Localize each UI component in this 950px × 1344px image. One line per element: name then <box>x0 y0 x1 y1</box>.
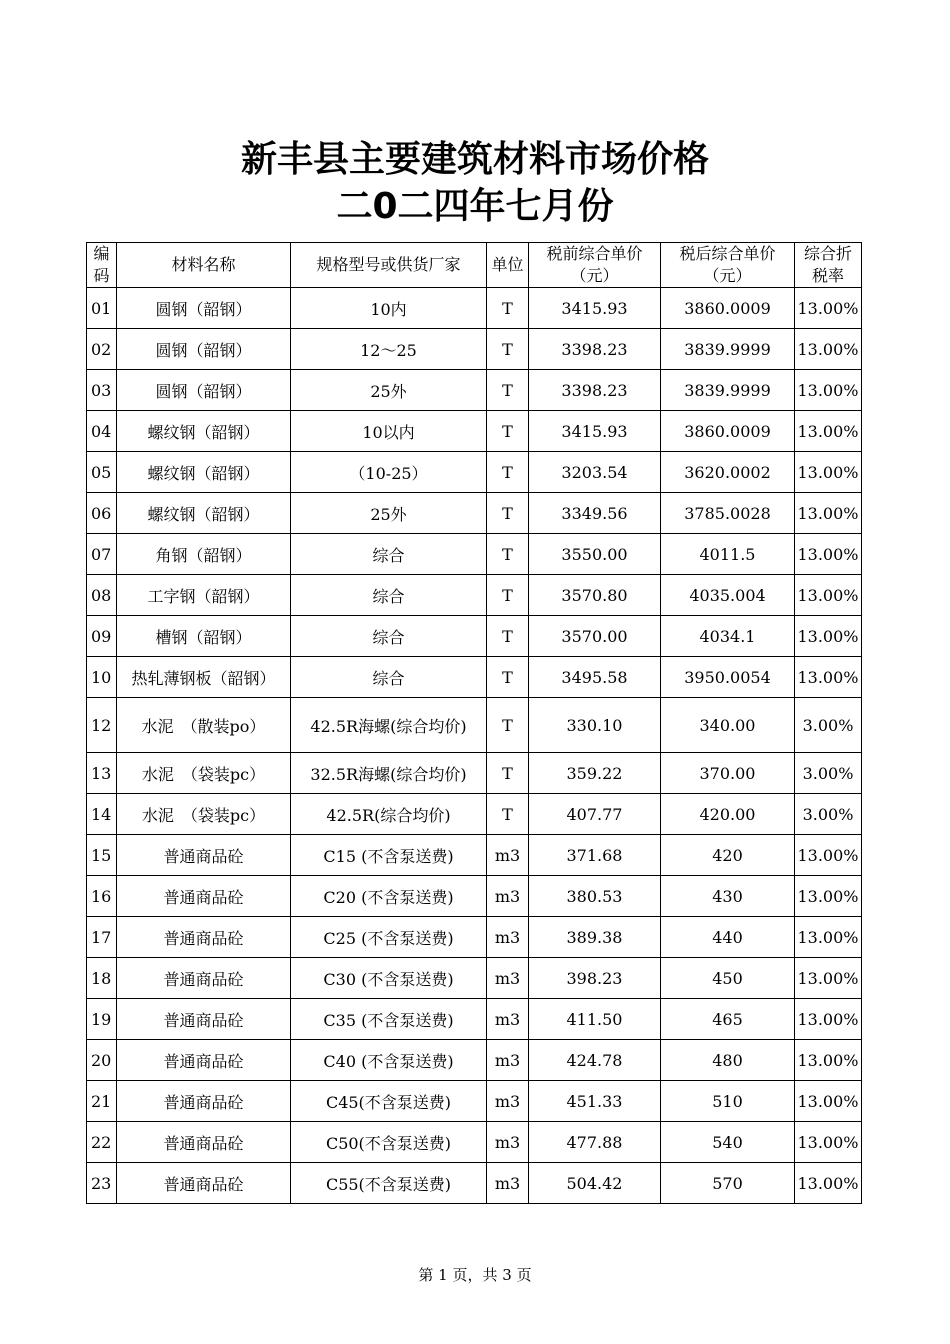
cell-spec: 25外 <box>291 370 487 411</box>
cell-pretax-price: 477.88 <box>529 1122 661 1163</box>
cell-aftertax-price: 4035.004 <box>661 575 795 616</box>
cell-aftertax-price: 480 <box>661 1040 795 1081</box>
cell-material-name: 槽钢（韶钢） <box>117 616 291 657</box>
cell-aftertax-price: 430 <box>661 876 795 917</box>
cell-code: 10 <box>87 657 117 698</box>
cell-code: 09 <box>87 616 117 657</box>
cell-material-name: 水泥 （袋装pc） <box>117 794 291 835</box>
table-row <box>87 370 862 411</box>
cell-code: 22 <box>87 1122 117 1163</box>
cell-tax-rate: 13.00% <box>795 876 862 917</box>
cell-spec: C20 (不含泵送费) <box>291 876 487 917</box>
cell-aftertax-price: 420.00 <box>661 794 795 835</box>
cell-unit: T <box>487 370 529 411</box>
cell-tax-rate: 13.00% <box>795 958 862 999</box>
header-name: 材料名称 <box>117 243 291 288</box>
cell-code: 16 <box>87 876 117 917</box>
cell-aftertax-price: 450 <box>661 958 795 999</box>
cell-pretax-price: 451.33 <box>529 1081 661 1122</box>
cell-tax-rate: 13.00% <box>795 999 862 1040</box>
cell-spec: 综合 <box>291 534 487 575</box>
cell-tax-rate: 13.00% <box>795 657 862 698</box>
cell-pretax-price: 359.22 <box>529 753 661 794</box>
cell-pretax-price: 424.78 <box>529 1040 661 1081</box>
header-spec: 规格型号或供货厂家 <box>291 243 487 288</box>
cell-material-name: 普通商品砼 <box>117 958 291 999</box>
cell-unit: m3 <box>487 999 529 1040</box>
cell-unit: m3 <box>487 1040 529 1081</box>
cell-code: 19 <box>87 999 117 1040</box>
cell-material-name: 普通商品砼 <box>117 876 291 917</box>
table-row <box>87 452 862 493</box>
cell-code: 05 <box>87 452 117 493</box>
cell-aftertax-price: 540 <box>661 1122 795 1163</box>
header-pretax-price: 税前综合单价（元） <box>529 243 661 288</box>
cell-tax-rate: 13.00% <box>795 411 862 452</box>
cell-code: 08 <box>87 575 117 616</box>
cell-pretax-price: 3550.00 <box>529 534 661 575</box>
cell-code: 13 <box>87 753 117 794</box>
cell-tax-rate: 13.00% <box>795 616 862 657</box>
cell-spec: C55(不含泵送费) <box>291 1163 487 1204</box>
table-row <box>87 1040 862 1081</box>
cell-pretax-price: 3398.23 <box>529 370 661 411</box>
cell-tax-rate: 13.00% <box>795 917 862 958</box>
header-code: 编码 <box>87 243 117 288</box>
table-row <box>87 411 862 452</box>
cell-pretax-price: 3495.58 <box>529 657 661 698</box>
cell-pretax-price: 3415.93 <box>529 288 661 329</box>
cell-spec: C45(不含泵送费) <box>291 1081 487 1122</box>
cell-code: 02 <box>87 329 117 370</box>
table-row <box>87 1122 862 1163</box>
cell-aftertax-price: 420 <box>661 835 795 876</box>
cell-unit: T <box>487 575 529 616</box>
cell-material-name: 普通商品砼 <box>117 917 291 958</box>
cell-aftertax-price: 3839.9999 <box>661 329 795 370</box>
cell-material-name: 水泥 （袋装pc） <box>117 753 291 794</box>
table-row <box>87 917 862 958</box>
cell-unit: m3 <box>487 958 529 999</box>
cell-code: 04 <box>87 411 117 452</box>
cell-aftertax-price: 3785.0028 <box>661 493 795 534</box>
cell-spec: C15 (不含泵送费) <box>291 835 487 876</box>
cell-aftertax-price: 510 <box>661 1081 795 1122</box>
cell-pretax-price: 3203.54 <box>529 452 661 493</box>
cell-code: 03 <box>87 370 117 411</box>
cell-pretax-price: 371.68 <box>529 835 661 876</box>
cell-unit: T <box>487 753 529 794</box>
cell-code: 12 <box>87 698 117 753</box>
cell-material-name: 水泥 （散装po） <box>117 698 291 753</box>
cell-aftertax-price: 4034.1 <box>661 616 795 657</box>
cell-pretax-price: 407.77 <box>529 794 661 835</box>
cell-spec: C40 (不含泵送费) <box>291 1040 487 1081</box>
cell-unit: T <box>487 534 529 575</box>
table-row <box>87 999 862 1040</box>
cell-material-name: 圆钢（韶钢） <box>117 329 291 370</box>
cell-material-name: 圆钢（韶钢） <box>117 370 291 411</box>
cell-spec: C50(不含泵送费) <box>291 1122 487 1163</box>
cell-aftertax-price: 465 <box>661 999 795 1040</box>
cell-unit: m3 <box>487 1163 529 1204</box>
cell-tax-rate: 3.00% <box>795 753 862 794</box>
cell-aftertax-price: 3950.0054 <box>661 657 795 698</box>
cell-tax-rate: 13.00% <box>795 1163 862 1204</box>
cell-tax-rate: 13.00% <box>795 1122 862 1163</box>
cell-code: 15 <box>87 835 117 876</box>
cell-pretax-price: 3349.56 <box>529 493 661 534</box>
cell-material-name: 圆钢（韶钢） <box>117 288 291 329</box>
price-table <box>86 242 862 1204</box>
cell-unit: T <box>487 288 529 329</box>
cell-unit: T <box>487 452 529 493</box>
cell-pretax-price: 3570.00 <box>529 616 661 657</box>
cell-spec: C35 (不含泵送费) <box>291 999 487 1040</box>
table-row <box>87 698 862 753</box>
cell-unit: T <box>487 616 529 657</box>
cell-unit: T <box>487 493 529 534</box>
cell-material-name: 螺纹钢（韶钢） <box>117 452 291 493</box>
cell-tax-rate: 13.00% <box>795 835 862 876</box>
cell-unit: T <box>487 657 529 698</box>
cell-tax-rate: 13.00% <box>795 1081 862 1122</box>
cell-aftertax-price: 4011.5 <box>661 534 795 575</box>
cell-unit: m3 <box>487 1081 529 1122</box>
table-body <box>87 288 862 1204</box>
table-row <box>87 657 862 698</box>
cell-tax-rate: 3.00% <box>795 698 862 753</box>
page-footer: 第 1 页，共 3 页 <box>418 1266 532 1284</box>
header-aftertax-price: 税后综合单价（元） <box>661 243 795 288</box>
cell-spec: 25外 <box>291 493 487 534</box>
table-row <box>87 876 862 917</box>
cell-material-name: 普通商品砼 <box>117 835 291 876</box>
cell-pretax-price: 398.23 <box>529 958 661 999</box>
cell-unit: T <box>487 411 529 452</box>
cell-tax-rate: 13.00% <box>795 493 862 534</box>
cell-unit: m3 <box>487 1122 529 1163</box>
cell-pretax-price: 330.10 <box>529 698 661 753</box>
cell-pretax-price: 3570.80 <box>529 575 661 616</box>
cell-tax-rate: 13.00% <box>795 370 862 411</box>
page-subtitle: 二0二四年七月份 <box>336 186 614 227</box>
table-row <box>87 288 862 329</box>
cell-spec: 42.5R海螺(综合均价) <box>291 698 487 753</box>
cell-spec: 10以内 <box>291 411 487 452</box>
cell-material-name: 普通商品砼 <box>117 1040 291 1081</box>
table-row <box>87 794 862 835</box>
cell-unit: T <box>487 329 529 370</box>
cell-code: 07 <box>87 534 117 575</box>
cell-material-name: 工字钢（韶钢） <box>117 575 291 616</box>
cell-aftertax-price: 3839.9999 <box>661 370 795 411</box>
cell-pretax-price: 411.50 <box>529 999 661 1040</box>
header-tax-rate: 综合折税率 <box>795 243 862 288</box>
table-row <box>87 534 862 575</box>
cell-spec: C30 (不含泵送费) <box>291 958 487 999</box>
cell-tax-rate: 13.00% <box>795 534 862 575</box>
cell-tax-rate: 13.00% <box>795 575 862 616</box>
cell-spec: 10内 <box>291 288 487 329</box>
cell-tax-rate: 13.00% <box>795 452 862 493</box>
table-row <box>87 329 862 370</box>
page-title: 新丰县主要建筑材料市场价格 <box>240 139 709 180</box>
cell-spec: 32.5R海螺(综合均价) <box>291 753 487 794</box>
table-row <box>87 575 862 616</box>
table-row <box>87 616 862 657</box>
cell-pretax-price: 389.38 <box>529 917 661 958</box>
cell-pretax-price: 3398.23 <box>529 329 661 370</box>
cell-unit: T <box>487 698 529 753</box>
cell-aftertax-price: 340.00 <box>661 698 795 753</box>
cell-material-name: 普通商品砼 <box>117 999 291 1040</box>
cell-spec: 综合 <box>291 657 487 698</box>
cell-pretax-price: 3415.93 <box>529 411 661 452</box>
cell-tax-rate: 3.00% <box>795 794 862 835</box>
cell-aftertax-price: 440 <box>661 917 795 958</box>
table-row <box>87 493 862 534</box>
cell-tax-rate: 13.00% <box>795 1040 862 1081</box>
cell-code: 23 <box>87 1163 117 1204</box>
cell-spec: 综合 <box>291 616 487 657</box>
cell-material-name: 螺纹钢（韶钢） <box>117 493 291 534</box>
cell-tax-rate: 13.00% <box>795 288 862 329</box>
cell-material-name: 普通商品砼 <box>117 1163 291 1204</box>
cell-material-name: 普通商品砼 <box>117 1122 291 1163</box>
cell-unit: m3 <box>487 917 529 958</box>
cell-unit: T <box>487 794 529 835</box>
cell-code: 18 <box>87 958 117 999</box>
header-unit: 单位 <box>487 243 529 288</box>
cell-aftertax-price: 3620.0002 <box>661 452 795 493</box>
cell-aftertax-price: 3860.0009 <box>661 411 795 452</box>
cell-spec: 42.5R(综合均价) <box>291 794 487 835</box>
table-row <box>87 753 862 794</box>
cell-aftertax-price: 3860.0009 <box>661 288 795 329</box>
table-header-row <box>87 243 862 288</box>
cell-code: 14 <box>87 794 117 835</box>
cell-aftertax-price: 370.00 <box>661 753 795 794</box>
cell-code: 01 <box>87 288 117 329</box>
cell-code: 21 <box>87 1081 117 1122</box>
cell-pretax-price: 380.53 <box>529 876 661 917</box>
table-row <box>87 958 862 999</box>
cell-spec: 综合 <box>291 575 487 616</box>
cell-aftertax-price: 570 <box>661 1163 795 1204</box>
cell-material-name: 螺纹钢（韶钢） <box>117 411 291 452</box>
cell-spec: （10-25） <box>291 452 487 493</box>
cell-material-name: 普通商品砼 <box>117 1081 291 1122</box>
cell-code: 06 <box>87 493 117 534</box>
table-row <box>87 1163 862 1204</box>
cell-pretax-price: 504.42 <box>529 1163 661 1204</box>
cell-material-name: 热轧薄钢板（韶钢） <box>117 657 291 698</box>
cell-code: 17 <box>87 917 117 958</box>
cell-spec: C25 (不含泵送费) <box>291 917 487 958</box>
cell-code: 20 <box>87 1040 117 1081</box>
table-row <box>87 835 862 876</box>
cell-material-name: 角钢（韶钢） <box>117 534 291 575</box>
table-row <box>87 1081 862 1122</box>
cell-spec: 12～25 <box>291 329 487 370</box>
cell-unit: m3 <box>487 876 529 917</box>
cell-tax-rate: 13.00% <box>795 329 862 370</box>
cell-unit: m3 <box>487 835 529 876</box>
